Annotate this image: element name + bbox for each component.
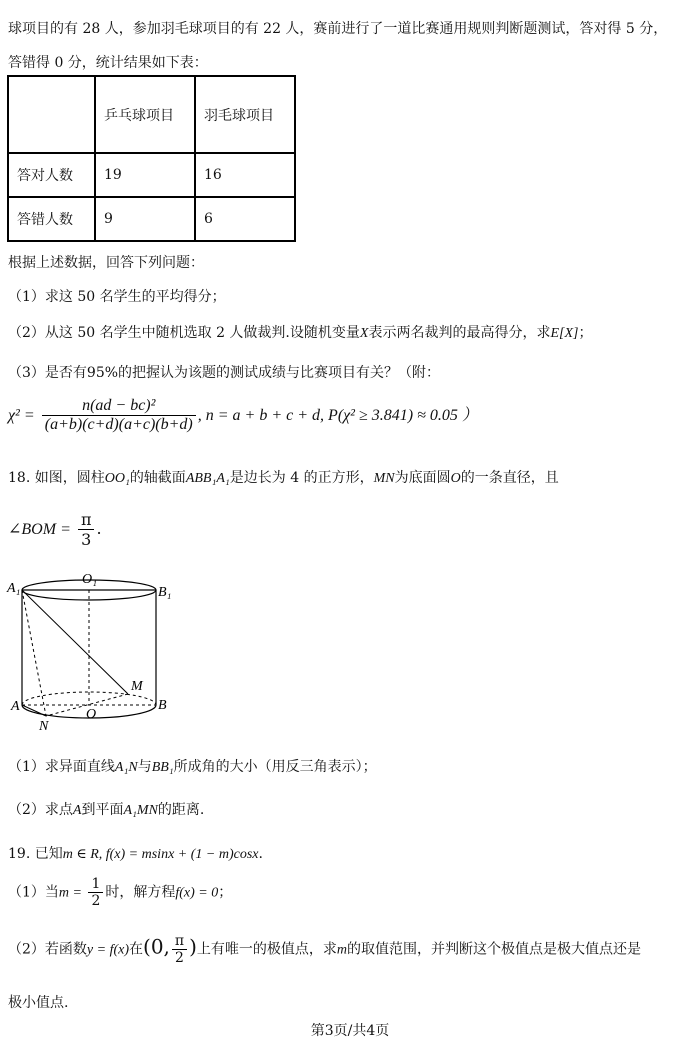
- math-var: X: [359, 326, 369, 341]
- math: A₁MN: [123, 803, 158, 818]
- q17-part-2: [8, 322, 592, 342]
- stats-table: [7, 75, 296, 242]
- math: m ∈ R, f(x) = msinx + (1 − m)cosx: [62, 847, 259, 862]
- label-a: A: [11, 699, 20, 714]
- cylinder-figure: [0, 568, 200, 738]
- q19-part-2: [8, 933, 641, 966]
- table-cell: 16: [195, 153, 295, 197]
- math: MN: [373, 471, 395, 486]
- fraction-denominator: 2: [91, 893, 101, 909]
- table-row: [8, 153, 295, 197]
- text: 18. 如图，圆柱: [8, 470, 105, 486]
- q17-lead: 根据上述数据，回答下列问题：: [8, 255, 204, 271]
- q19-stem: [8, 843, 263, 863]
- text: .: [96, 519, 102, 538]
- q19-part-1: [8, 876, 232, 909]
- angle-expr: ∠BOM =: [8, 521, 71, 538]
- page-footer: 第3页/共4页: [310, 1023, 390, 1039]
- formula-lhs: χ² =: [8, 407, 35, 424]
- math: m: [336, 942, 348, 958]
- text: 与: [137, 759, 152, 775]
- text: 时，解方程: [105, 884, 176, 901]
- math: O: [450, 471, 461, 486]
- label-m: M: [131, 679, 143, 694]
- text: 的取值范围，并判断这个极值点是极大值点还是: [347, 941, 642, 958]
- text: （2）若函数: [8, 941, 87, 958]
- table-row: [8, 197, 295, 241]
- formula-numerator: n(ad − bc)²: [42, 397, 196, 416]
- q18-part-2: [8, 799, 204, 819]
- formula-fraction: [42, 397, 196, 434]
- text: 所成角的大小（用反三角表示）；: [173, 759, 377, 775]
- line-a1m: [22, 590, 128, 694]
- text: 是边长为 4 的正方形，: [229, 470, 374, 486]
- math: y = f(x): [86, 942, 130, 958]
- text: 在: [129, 941, 144, 958]
- q17-part-1: （1）求这 50 名学生的平均得分；: [8, 289, 226, 305]
- text: 上有唯一的极值点，求: [196, 941, 337, 958]
- text: 为底面圆: [394, 470, 451, 486]
- q18-stem: [8, 467, 559, 487]
- math: OO₁: [104, 471, 130, 486]
- table-header-row: [8, 76, 295, 153]
- table-cell: 9: [95, 197, 195, 241]
- math: A₁N: [114, 760, 138, 775]
- math: A: [72, 803, 82, 818]
- angle-fraction: [78, 510, 95, 549]
- fraction-numerator: π: [172, 933, 187, 950]
- label-o1: O₁: [82, 572, 97, 587]
- text: ；: [218, 884, 233, 901]
- q18-angle: [8, 510, 102, 549]
- math: ABB₁A₁: [185, 471, 230, 486]
- math: f(x) = 0: [175, 885, 219, 901]
- text: 到平面: [81, 802, 124, 818]
- text: （2）求点: [8, 802, 73, 818]
- label-n: N: [39, 719, 49, 734]
- label-a1: A₁: [7, 581, 21, 596]
- math: m =: [58, 885, 82, 901]
- text: （1）求异面直线: [8, 759, 115, 775]
- formula-denominator: (a+b)(c+d)(a+c)(b+d): [44, 416, 193, 433]
- label-b1: B₁: [158, 585, 172, 600]
- text: 的轴截面: [129, 470, 186, 486]
- interval-fraction: [172, 933, 187, 966]
- line-an: [22, 705, 46, 716]
- table-header-cell: [8, 76, 95, 153]
- label-o: O: [86, 707, 97, 722]
- interval-close: ): [189, 934, 197, 959]
- m-fraction: [88, 876, 103, 909]
- text: 表示两名裁判的最高得分，求: [368, 325, 551, 341]
- chi-square-formula: [8, 397, 478, 434]
- text: （1）当: [8, 884, 59, 901]
- table-cell: 答错人数: [8, 197, 95, 241]
- fraction-denominator: 2: [175, 950, 184, 966]
- table-header-cell: 乒乓球项目: [95, 76, 195, 153]
- interval-open: (0,: [143, 934, 170, 959]
- table-cell: 答对人数: [8, 153, 95, 197]
- angle-denominator: 3: [81, 530, 92, 549]
- table-cell: 6: [195, 197, 295, 241]
- q17-part-3: （3）是否有95%的把握认为该题的测试成绩与比赛项目有关？（附：: [8, 365, 441, 381]
- text: 的距离.: [157, 802, 205, 818]
- label-b: B: [158, 698, 167, 713]
- angle-numerator: π: [78, 510, 95, 530]
- table-cell: 19: [95, 153, 195, 197]
- text: 19. 已知: [8, 846, 63, 862]
- fraction-numerator: 1: [88, 876, 103, 893]
- intro-line-2: 答错得 0 分，统计结果如下表：: [8, 55, 208, 71]
- formula-rhs: , n = a + b + c + d, P(χ² ≥ 3.841) ≈ 0.05 ）: [197, 407, 478, 424]
- intro-line-1: 球项目的有 28 人，参加羽毛球项目的有 22 人，赛前进行了一道比赛通用规则判断题测试，答对得 5 分，: [8, 21, 668, 37]
- math-expect: E[X]: [550, 326, 579, 341]
- table-header-cell: 羽毛球项目: [195, 76, 295, 153]
- text: .: [258, 846, 263, 862]
- text: （2）从这 50 名学生中随机选取 2 人做裁判.设随机变量: [8, 325, 360, 341]
- math: BB₁: [151, 760, 174, 775]
- q18-part-1: [8, 756, 377, 776]
- q19-part-2-cont: 极小值点.: [8, 995, 69, 1011]
- text: 的一条直径，且: [460, 470, 559, 486]
- text: ；: [578, 325, 593, 341]
